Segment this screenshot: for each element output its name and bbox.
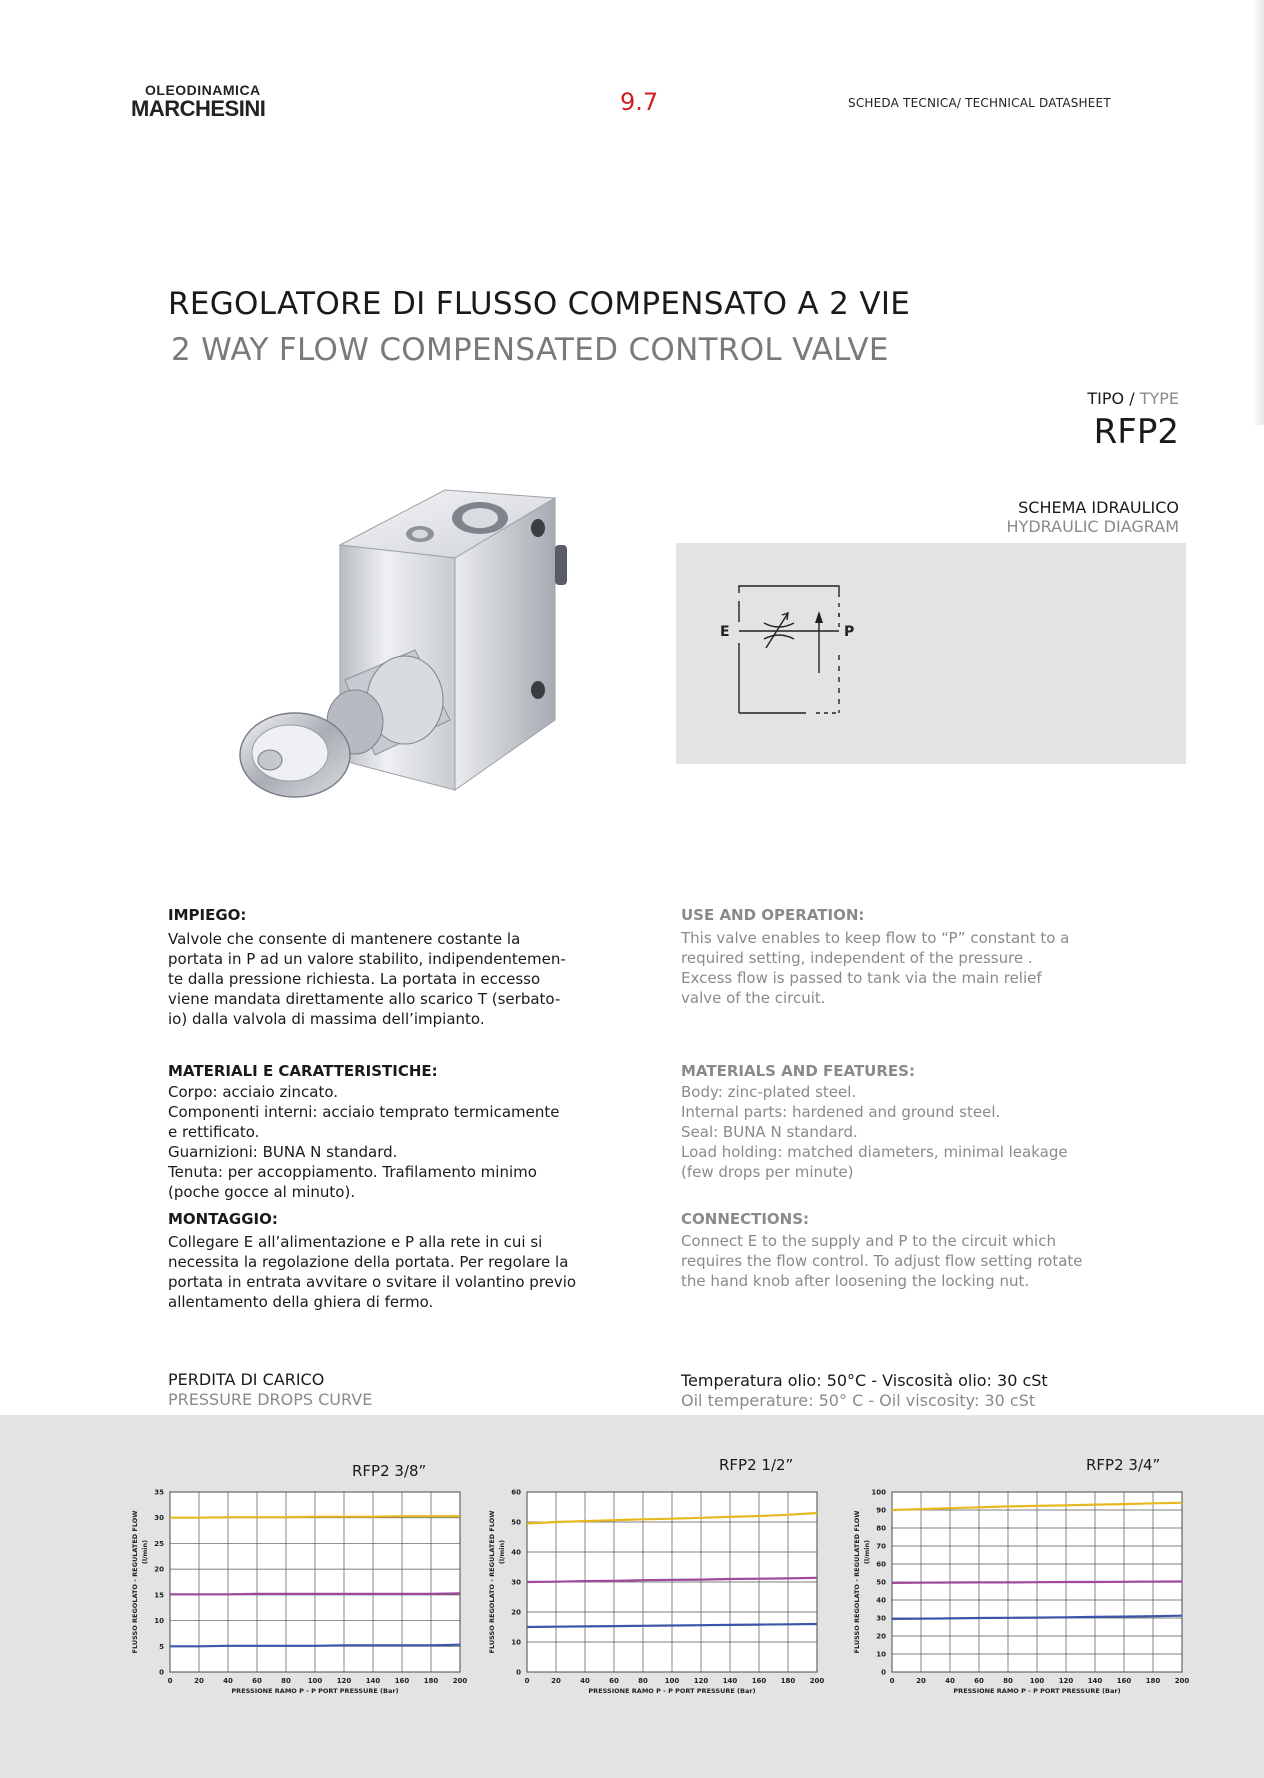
y-tick-label: 35 [154, 1488, 164, 1497]
y-tick-label: 25 [154, 1539, 164, 1548]
materials-line: Seal: BUNA N standard. [681, 1123, 858, 1141]
connections-line: the hand knob after loosening the locking nut. [681, 1272, 1030, 1290]
montaggio-line: allentamento della ghiera di fermo. [168, 1293, 434, 1311]
y-axis-unit: (l/min) [498, 1539, 506, 1565]
connections-body [681, 1231, 1101, 1291]
x-tick-label: 180 [780, 1677, 796, 1685]
y-tick-label: 40 [876, 1596, 886, 1605]
logo-top-text: OLEODINAMICA [145, 82, 261, 98]
connections-line: requires the flow control. To adjust flow setting rotate [681, 1252, 1083, 1270]
port-p-label: P [844, 624, 855, 640]
series-line [892, 1582, 1182, 1583]
x-axis-label: PRESSIONE RAMO P - P PORT PRESSURE (Bar) [588, 1687, 756, 1695]
hydraulic-diagram [676, 543, 1186, 764]
y-axis-label: FLUSSO REGOLATO - REGULATED FLOW [853, 1510, 861, 1654]
materiali-body [168, 1082, 588, 1202]
y-axis-unit: (l/min) [141, 1539, 149, 1565]
x-tick-label: 120 [1058, 1677, 1074, 1685]
y-tick-label: 50 [876, 1578, 886, 1587]
x-tick-label: 20 [551, 1677, 561, 1685]
pressure-drop-title-it: PERDITA DI CARICO [168, 1370, 325, 1389]
impiego-line: te dalla pressione richiesta. La portata in eccesso [168, 970, 541, 988]
chart-2-title: RFP2 1/2” [719, 1456, 794, 1474]
use-line: required setting, independent of the pressure . [681, 949, 1033, 967]
y-tick-label: 70 [876, 1542, 886, 1551]
oil-conditions-en: Oil temperature: 50° C - Oil viscosity: 30 cSt [681, 1391, 1036, 1410]
x-tick-label: 0 [524, 1677, 530, 1685]
x-tick-label: 100 [664, 1677, 680, 1685]
materials-line: (few drops per minute) [681, 1163, 854, 1181]
y-tick-label: 20 [876, 1632, 886, 1641]
x-tick-label: 40 [580, 1677, 590, 1685]
type-label-en: TYPE [1139, 389, 1179, 408]
x-tick-label: 0 [889, 1677, 895, 1685]
y-tick-label: 100 [871, 1488, 886, 1497]
montaggio-line: portata in entrata avvitare o svitare il volantino previo [168, 1273, 577, 1291]
materials-line: Body: zinc-plated steel. [681, 1083, 857, 1101]
y-tick-label: 20 [511, 1608, 521, 1617]
schema-title-it: SCHEMA IDRAULICO [1018, 498, 1179, 517]
x-tick-label: 120 [336, 1677, 352, 1685]
materiali-line: (poche gocce al minuto). [168, 1183, 356, 1201]
impiego-line: portata in P ad un valore stabilito, indipendentemen- [168, 950, 566, 968]
chart-3-title: RFP2 3/4” [1086, 1456, 1161, 1474]
materiali-line: Corpo: acciaio zincato. [168, 1083, 339, 1101]
x-tick-label: 200 [809, 1677, 825, 1685]
x-tick-label: 60 [974, 1677, 984, 1685]
x-tick-label: 40 [945, 1677, 955, 1685]
type-label-it: TIPO / [1087, 389, 1140, 408]
x-tick-label: 200 [452, 1677, 468, 1685]
x-tick-label: 80 [638, 1677, 648, 1685]
logo-main-text: MARCHESINI [131, 96, 266, 121]
y-tick-label: 0 [159, 1668, 164, 1677]
impiego-heading: IMPIEGO: [168, 906, 247, 924]
use-heading: USE AND OPERATION: [681, 906, 865, 924]
x-tick-label: 180 [1145, 1677, 1161, 1685]
page-edge-shadow [1252, 0, 1264, 425]
y-tick-label: 90 [876, 1506, 886, 1515]
montaggio-heading: MONTAGGIO: [168, 1210, 278, 1228]
flow-chart-3-8 [120, 1480, 470, 1705]
x-tick-label: 160 [751, 1677, 767, 1685]
materiali-line: e rettificato. [168, 1123, 260, 1141]
materiali-line: Tenuta: per accoppiamento. Trafilamento minimo [168, 1163, 537, 1181]
y-tick-label: 60 [876, 1560, 886, 1569]
title-italian: REGOLATORE DI FLUSSO COMPENSATO A 2 VIE [168, 286, 911, 322]
pressure-drop-title-en: PRESSURE DROPS CURVE [168, 1390, 373, 1409]
y-tick-label: 15 [154, 1591, 164, 1600]
materiali-heading: MATERIALI E CARATTERISTICHE: [168, 1062, 438, 1080]
connections-heading: CONNECTIONS: [681, 1210, 810, 1228]
montaggio-body [168, 1232, 588, 1312]
x-tick-label: 0 [167, 1677, 173, 1685]
x-tick-label: 120 [693, 1677, 709, 1685]
y-tick-label: 10 [876, 1650, 886, 1659]
oil-conditions-it: Temperatura olio: 50°C - Viscosità olio: 30 cSt [681, 1371, 1048, 1390]
x-tick-label: 100 [307, 1677, 323, 1685]
x-tick-label: 100 [1029, 1677, 1045, 1685]
y-tick-label: 0 [881, 1668, 886, 1677]
impiego-line: io) dalla valvola di massima dell’impianto. [168, 1010, 485, 1028]
x-tick-label: 160 [1116, 1677, 1132, 1685]
materials-line: Internal parts: hardened and ground steel. [681, 1103, 1001, 1121]
montaggio-line: necessita la regolazione della portata. Per regolare la [168, 1253, 569, 1271]
use-line: Excess flow is passed to tank via the main relief [681, 969, 1042, 987]
x-tick-label: 80 [1003, 1677, 1013, 1685]
x-tick-label: 60 [252, 1677, 262, 1685]
series-line [170, 1593, 460, 1594]
schema-title-en: HYDRAULIC DIAGRAM [1006, 517, 1179, 536]
y-tick-label: 0 [516, 1668, 521, 1677]
impiego-body [168, 929, 588, 1029]
use-line: valve of the circuit. [681, 989, 826, 1007]
hydraulic-diagram-panel [676, 543, 1186, 764]
materials-heading: MATERIALS AND FEATURES: [681, 1062, 915, 1080]
x-tick-label: 20 [194, 1677, 204, 1685]
y-tick-label: 5 [159, 1642, 164, 1651]
chart-1-title: RFP2 3/8” [352, 1462, 427, 1480]
x-tick-label: 40 [223, 1677, 233, 1685]
y-tick-label: 50 [511, 1518, 521, 1527]
materiali-line: Guarnizioni: BUNA N standard. [168, 1143, 398, 1161]
x-tick-label: 140 [1087, 1677, 1103, 1685]
y-tick-label: 30 [876, 1614, 886, 1623]
x-tick-label: 140 [365, 1677, 381, 1685]
y-axis-unit: (l/min) [863, 1539, 871, 1565]
x-tick-label: 140 [722, 1677, 738, 1685]
y-tick-label: 10 [154, 1617, 164, 1626]
x-tick-label: 20 [916, 1677, 926, 1685]
materiali-line: Componenti interni: acciaio temprato termicamente [168, 1103, 560, 1121]
x-axis-label: PRESSIONE RAMO P - P PORT PRESSURE (Bar) [231, 1687, 399, 1695]
materials-line: Load holding: matched diameters, minimal leakage [681, 1143, 1068, 1161]
impiego-line: Valvole che consente di mantenere costante la [168, 930, 521, 948]
valve-product-image [235, 470, 595, 800]
document-type: SCHEDA TECNICA/ TECHNICAL DATASHEET [848, 96, 1111, 110]
y-tick-label: 80 [876, 1524, 886, 1533]
y-axis-label: FLUSSO REGOLATO - REGULATED FLOW [131, 1510, 139, 1654]
use-line: This valve enables to keep flow to “P” constant to a [681, 929, 1070, 947]
y-tick-label: 10 [511, 1638, 521, 1647]
connections-line: Connect E to the supply and P to the circuit which [681, 1232, 1056, 1250]
materials-body [681, 1082, 1101, 1182]
y-tick-label: 60 [511, 1488, 521, 1497]
y-axis-label: FLUSSO REGOLATO - REGULATED FLOW [488, 1510, 496, 1654]
y-tick-label: 30 [511, 1578, 521, 1587]
flow-chart-3-4 [842, 1480, 1192, 1705]
y-tick-label: 30 [154, 1514, 164, 1523]
x-tick-label: 80 [281, 1677, 291, 1685]
port-e-label: E [720, 624, 730, 640]
x-axis-label: PRESSIONE RAMO P - P PORT PRESSURE (Bar) [953, 1687, 1121, 1695]
y-tick-label: 20 [154, 1565, 164, 1574]
x-tick-label: 200 [1174, 1677, 1190, 1685]
impiego-line: viene mandata direttamente allo scarico T (serbato- [168, 990, 561, 1008]
type-label [1087, 389, 1179, 408]
montaggio-line: Collegare E all’alimentazione e P alla rete in cui si [168, 1233, 543, 1251]
x-tick-label: 180 [423, 1677, 439, 1685]
flow-chart-1-2 [477, 1480, 827, 1705]
page-number: 9.7 [620, 88, 659, 116]
y-tick-label: 40 [511, 1548, 521, 1557]
x-tick-label: 160 [394, 1677, 410, 1685]
x-tick-label: 60 [609, 1677, 619, 1685]
use-body [681, 928, 1101, 1008]
title-english: 2 WAY FLOW COMPENSATED CONTROL VALVE [171, 332, 889, 368]
model-code: RFP2 [1093, 412, 1179, 452]
